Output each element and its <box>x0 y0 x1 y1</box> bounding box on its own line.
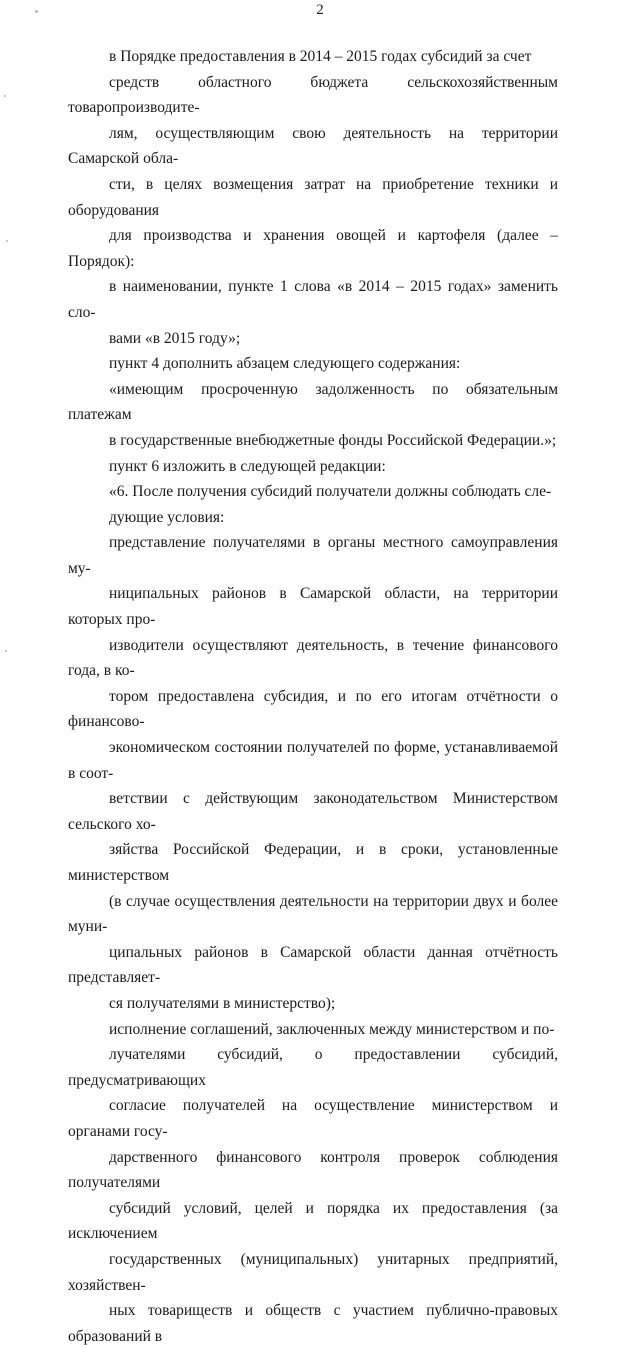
text-line: ниципальных районов в Самарской области, на территории которых про- <box>68 585 558 629</box>
paragraph-reporting <box>68 530 558 1016</box>
text-line: пункт 4 дополнить абзацем следующего содержания: <box>109 355 461 373</box>
paragraph-intro <box>68 44 558 274</box>
text-line: исполнение соглашений, заключенных между министерством и по- <box>109 1020 555 1038</box>
scan-dot <box>6 240 8 242</box>
paragraph-point-4 <box>68 351 558 377</box>
text-line: сти, в целях возмещения затрат на приобретение техники и оборудования <box>68 175 558 219</box>
text-line: лучателями субсидий, о предоставлении субсидий, предусматривающих <box>68 1046 558 1089</box>
paragraph-point-6 <box>68 454 558 480</box>
text-line: зяйства Российской Федерации, и в сроки, установленные министерством <box>68 841 558 884</box>
scan-dot <box>5 650 7 652</box>
text-line: вами «в 2015 году»; <box>109 329 241 347</box>
scan-dot <box>4 95 6 97</box>
text-line: дарственного финансового контроля проверок соблюдения получателями <box>68 1148 558 1192</box>
text-line: лям, осуществляющим свою деятельность на территории Самарской обла- <box>68 124 558 168</box>
document-body <box>68 44 558 1349</box>
text-line: тором предоставлена субсидия, и по его итогам отчётности о финансово- <box>68 687 558 731</box>
text-line: дующие условия: <box>109 508 225 526</box>
text-line: пункт 6 изложить в следующей редакции: <box>109 457 386 475</box>
text-line: согласие получателей на осуществление министерством и органами госу- <box>68 1097 558 1140</box>
text-line: для производства и хранения овощей и картофеля (далее – Порядок): <box>68 227 558 270</box>
page-number: 2 <box>316 2 324 18</box>
text-line: «имеющим просроченную задолженность по обязательным платежам <box>68 380 558 424</box>
text-line: экономическом состоянии получателей по форме, устанавливаемой в соот- <box>68 739 558 782</box>
text-line: в наименовании, пункте 1 слова «в 2014 – 2015 годах» заменить сло- <box>68 278 558 321</box>
text-line: ных товариществ и обществ с участием публично-правовых образований в <box>68 1302 558 1345</box>
text-line: в государственные внебюджетные фонды Российской Федерации.»; <box>109 431 557 449</box>
text-line: «6. После получения субсидий получатели должны соблюдать сле- <box>109 483 552 501</box>
text-line: государственных (муниципальных) унитарных предприятий, хозяйствен- <box>68 1250 558 1294</box>
paragraph-point-6-text <box>68 479 558 530</box>
paragraph-name-change <box>68 274 558 351</box>
text-line: ветствии с действующим законодательством Министерством сельского хо- <box>68 790 558 833</box>
text-line: (в случае осуществления деятельности на территории двух и более муни- <box>68 892 558 936</box>
paragraph-agreements <box>68 1017 558 1349</box>
text-line: субсидий условий, целей и порядка их предоставления (за исключением <box>68 1199 558 1243</box>
text-line: в Порядке предоставления в 2014 – 2015 годах субсидий за счет <box>109 48 532 65</box>
text-line: ся получателями в министерство); <box>109 994 336 1012</box>
paragraph-point-4-text <box>68 377 558 454</box>
text-line: ципальных районов в Самарской области данная отчётность представляет- <box>68 943 558 987</box>
text-line: представление получателями в органы местного самоуправления му- <box>68 534 558 577</box>
text-line: изводители осуществляют деятельность, в течение финансового года, в ко- <box>68 636 558 680</box>
text-line: средств областного бюджета сельскохозяйственным товаропроизводите- <box>68 73 558 117</box>
